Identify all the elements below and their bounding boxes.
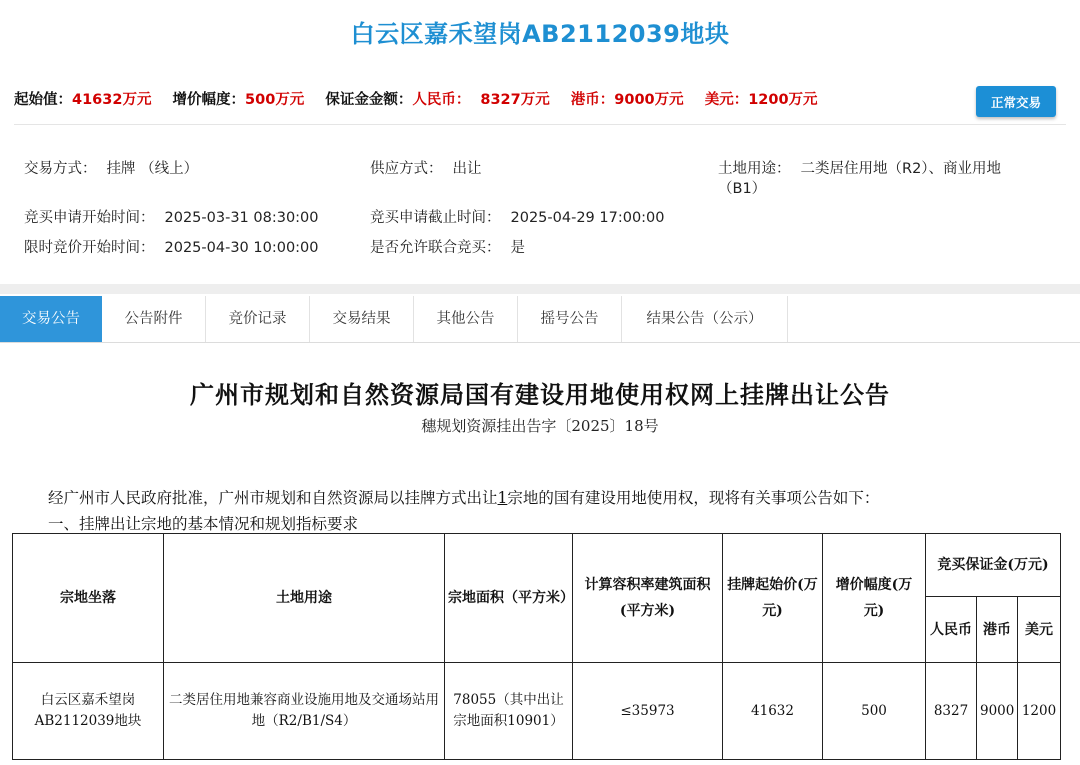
trade-mode-label: 交易方式： xyxy=(24,161,97,177)
joint-bid-field xyxy=(370,238,525,258)
header-floor-area: 计算容积率建筑面积(平方米) xyxy=(573,534,723,663)
usd-label: 美元： xyxy=(704,92,749,108)
price-summary-bar xyxy=(14,88,834,109)
apply-start-field xyxy=(24,208,319,228)
header-hkd: 港币 xyxy=(977,597,1018,663)
trade-mode-value: 挂牌 （线上） xyxy=(106,161,199,177)
tab-trade-announcement[interactable]: 交易公告 xyxy=(0,296,102,342)
header-deposit: 竞买保证金(万元) xyxy=(926,534,1061,597)
intro-paragraph xyxy=(48,486,879,508)
joint-bid-label: 是否允许联合竞买： xyxy=(370,240,501,256)
section-separator xyxy=(0,284,1080,294)
bid-start-field xyxy=(24,238,319,258)
apply-end-label: 竞买申请截止时间： xyxy=(370,210,501,226)
intro-count: 1 xyxy=(497,489,508,507)
hkd-label: 港币： xyxy=(570,92,615,108)
usd-value: 1200万元 xyxy=(748,92,818,108)
bid-start-value: 2025-04-30 10:00:00 xyxy=(164,240,319,256)
tab-lottery-announcement[interactable]: 摇号公告 xyxy=(518,296,622,342)
cell-land-use: 二类居住用地兼容商业设施用地及交通场站用地（R2/B1/S4） xyxy=(164,663,445,760)
document-title: 广州市规划和自然资源局国有建设用地使用权网上挂牌出让公告 xyxy=(190,380,890,409)
trade-status-button[interactable]: 正常交易 xyxy=(976,86,1056,117)
cell-location: 白云区嘉禾望岗AB2112039地块 xyxy=(13,663,164,760)
document-number: 穗规划资源挂出告字〔2025〕18号 xyxy=(421,417,659,435)
tab-result-publicity[interactable]: 结果公告（公示） xyxy=(622,296,788,342)
land-info-table xyxy=(12,533,1061,760)
cell-increment: 500 xyxy=(823,663,926,760)
start-price-value: 41632万元 xyxy=(72,92,152,108)
cell-usd: 1200 xyxy=(1018,663,1061,760)
table-row xyxy=(13,663,1061,760)
cell-floor-area: ≤35973 xyxy=(573,663,723,760)
start-price-label: 起始值： xyxy=(14,92,72,108)
increment-value: 500万元 xyxy=(245,92,305,108)
section-heading: 一、挂牌出让宗地的基本情况和规划指标要求 xyxy=(48,515,359,533)
joint-bid-value: 是 xyxy=(510,240,525,256)
tab-trade-results[interactable]: 交易结果 xyxy=(310,296,414,342)
apply-start-label: 竞买申请开始时间： xyxy=(24,210,155,226)
rmb-value: 8327万元 xyxy=(480,92,550,108)
tab-announcement-attachments[interactable]: 公告附件 xyxy=(102,296,206,342)
tab-other-announcements[interactable]: 其他公告 xyxy=(414,296,518,342)
header-location: 宗地坐落 xyxy=(13,534,164,663)
header-increment: 增价幅度(万元) xyxy=(823,534,926,663)
deposit-label: 保证金金额： xyxy=(325,92,413,108)
land-use-label: 土地用途： xyxy=(718,161,791,177)
hkd-value: 9000万元 xyxy=(614,92,684,108)
header-divider xyxy=(14,124,1066,125)
increment-label: 增价幅度： xyxy=(172,92,246,108)
header-usd: 美元 xyxy=(1018,597,1061,663)
supply-mode-label: 供应方式： xyxy=(370,161,443,177)
supply-mode-value: 出让 xyxy=(452,161,482,177)
rmb-label: 人民币： xyxy=(412,92,471,108)
trade-mode-field xyxy=(24,159,198,179)
cell-hkd: 9000 xyxy=(977,663,1018,760)
intro-text-after: 宗地的国有建设用地使用权，现将有关事项公告如下： xyxy=(507,489,880,507)
header-area: 宗地面积（平方米） xyxy=(445,534,573,663)
bid-start-label: 限时竞价开始时间： xyxy=(24,240,155,256)
page-title: 白云区嘉禾望岗AB2112039地块 xyxy=(350,20,730,48)
apply-start-value: 2025-03-31 08:30:00 xyxy=(164,210,319,226)
intro-text-before: 经广州市人民政府批准，广州市规划和自然资源局以挂牌方式出让 xyxy=(48,489,498,507)
apply-end-field xyxy=(370,208,665,228)
tab-bar xyxy=(0,296,1080,343)
cell-rmb: 8327 xyxy=(926,663,977,760)
header-start-price: 挂牌起始价(万元) xyxy=(723,534,823,663)
header-land-use: 土地用途 xyxy=(164,534,445,663)
header-rmb: 人民币 xyxy=(926,597,977,663)
cell-start-price: 41632 xyxy=(723,663,823,760)
tab-bid-records[interactable]: 竞价记录 xyxy=(206,296,310,342)
land-use-field xyxy=(718,159,1018,199)
land-use-value: 二类居住用地（R2）、商业用地（B1） xyxy=(718,161,1002,197)
cell-area: 78055（其中出让宗地面积10901） xyxy=(445,663,573,760)
supply-mode-field xyxy=(370,159,482,179)
apply-end-value: 2025-04-29 17:00:00 xyxy=(510,210,665,226)
